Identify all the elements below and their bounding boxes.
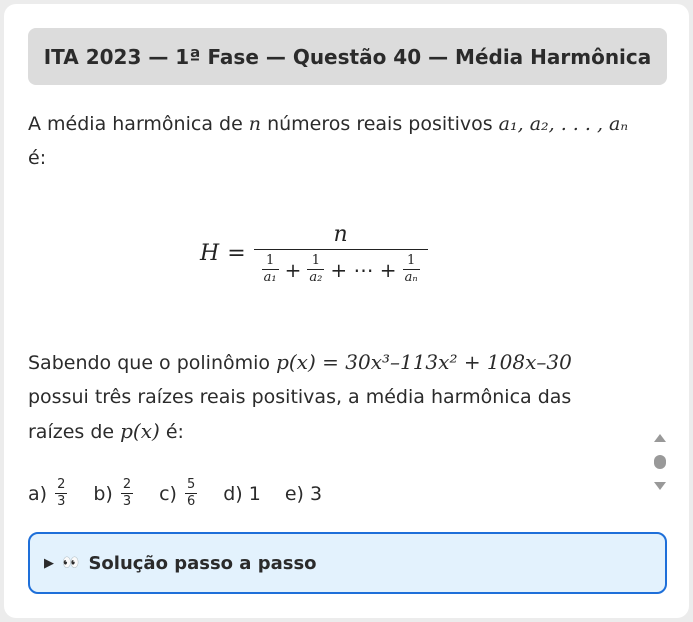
option-c[interactable] <box>159 478 199 509</box>
polynomial: p(x) = 30x³–113x² + 108x–30 <box>276 350 572 374</box>
formula-lhs: H <box>200 241 220 266</box>
intro-paragraph <box>28 107 668 175</box>
formula-display[interactable] <box>28 204 667 304</box>
intro-text-end: é: <box>28 147 47 169</box>
term-2-num: 1 <box>311 253 320 268</box>
term-3-num: 1 <box>406 253 416 268</box>
option-d-value: 1 <box>248 482 261 505</box>
plus-1: + <box>284 257 302 282</box>
option-a-num: 2 <box>57 477 66 492</box>
option-e-value: 3 <box>309 482 323 505</box>
term-3 <box>403 254 420 285</box>
question-title <box>28 28 667 85</box>
option-c-fraction <box>185 478 197 509</box>
denominator <box>254 249 428 285</box>
option-d-label: d) <box>223 482 243 505</box>
intro-text: A média harmônica de <box>28 113 249 135</box>
option-b[interactable] <box>93 478 135 509</box>
numerator: n <box>333 222 348 247</box>
question-card <box>4 4 689 618</box>
plus-2: + ⋯ + <box>330 257 397 282</box>
poly-ref: p(x) <box>120 419 160 443</box>
term-1-num: 1 <box>265 253 275 268</box>
intro-text-middle: números reais positivos <box>261 113 499 135</box>
option-b-num: 2 <box>122 477 132 492</box>
solution-label: Solução passo a passo <box>88 552 317 574</box>
question-text-1: Sabendo que o polinômio <box>28 352 277 374</box>
question-text-end: é: <box>159 421 184 443</box>
option-e-label: e) <box>284 482 304 505</box>
eyes-icon: 👀 <box>62 555 81 571</box>
option-a-den: 3 <box>57 494 66 509</box>
term-2 <box>307 254 324 285</box>
expand-caret-icon: ▶ <box>44 555 54 571</box>
question-text-3: raízes de <box>28 421 121 443</box>
solution-toggle-button[interactable] <box>28 532 667 594</box>
harmonic-mean-formula <box>200 222 428 285</box>
term-3-den: aₙ <box>404 270 418 285</box>
option-c-num: 5 <box>186 477 196 492</box>
option-a[interactable] <box>28 478 69 509</box>
option-a-label: a) <box>28 482 48 505</box>
option-e[interactable] <box>285 483 322 505</box>
main-fraction <box>254 222 428 285</box>
option-b-fraction <box>121 478 133 509</box>
option-c-den: 6 <box>186 494 196 509</box>
scroll-thumb[interactable] <box>654 455 666 469</box>
question-paragraph <box>28 345 668 449</box>
var-n: n <box>248 113 262 135</box>
option-a-fraction <box>55 478 67 509</box>
option-b-label: b) <box>93 482 113 505</box>
option-c-label: c) <box>159 482 177 505</box>
term-1-den: a₁ <box>263 270 277 285</box>
formula-eq: = <box>227 241 246 266</box>
option-d[interactable] <box>223 483 261 505</box>
term-2-den: a₂ <box>309 270 323 285</box>
option-b-den: 3 <box>122 494 132 509</box>
sequence-a: a₁, a₂, . . . , aₙ <box>498 113 629 135</box>
scroll-down-icon[interactable] <box>654 482 666 490</box>
term-1 <box>262 254 279 285</box>
question-text-2: possui três raízes reais positivas, a média harmônica das <box>28 386 572 408</box>
answer-options <box>28 478 346 509</box>
title-text: ITA 2023 — 1ª Fase — Questão 40 — Média Harmônica <box>43 44 652 69</box>
